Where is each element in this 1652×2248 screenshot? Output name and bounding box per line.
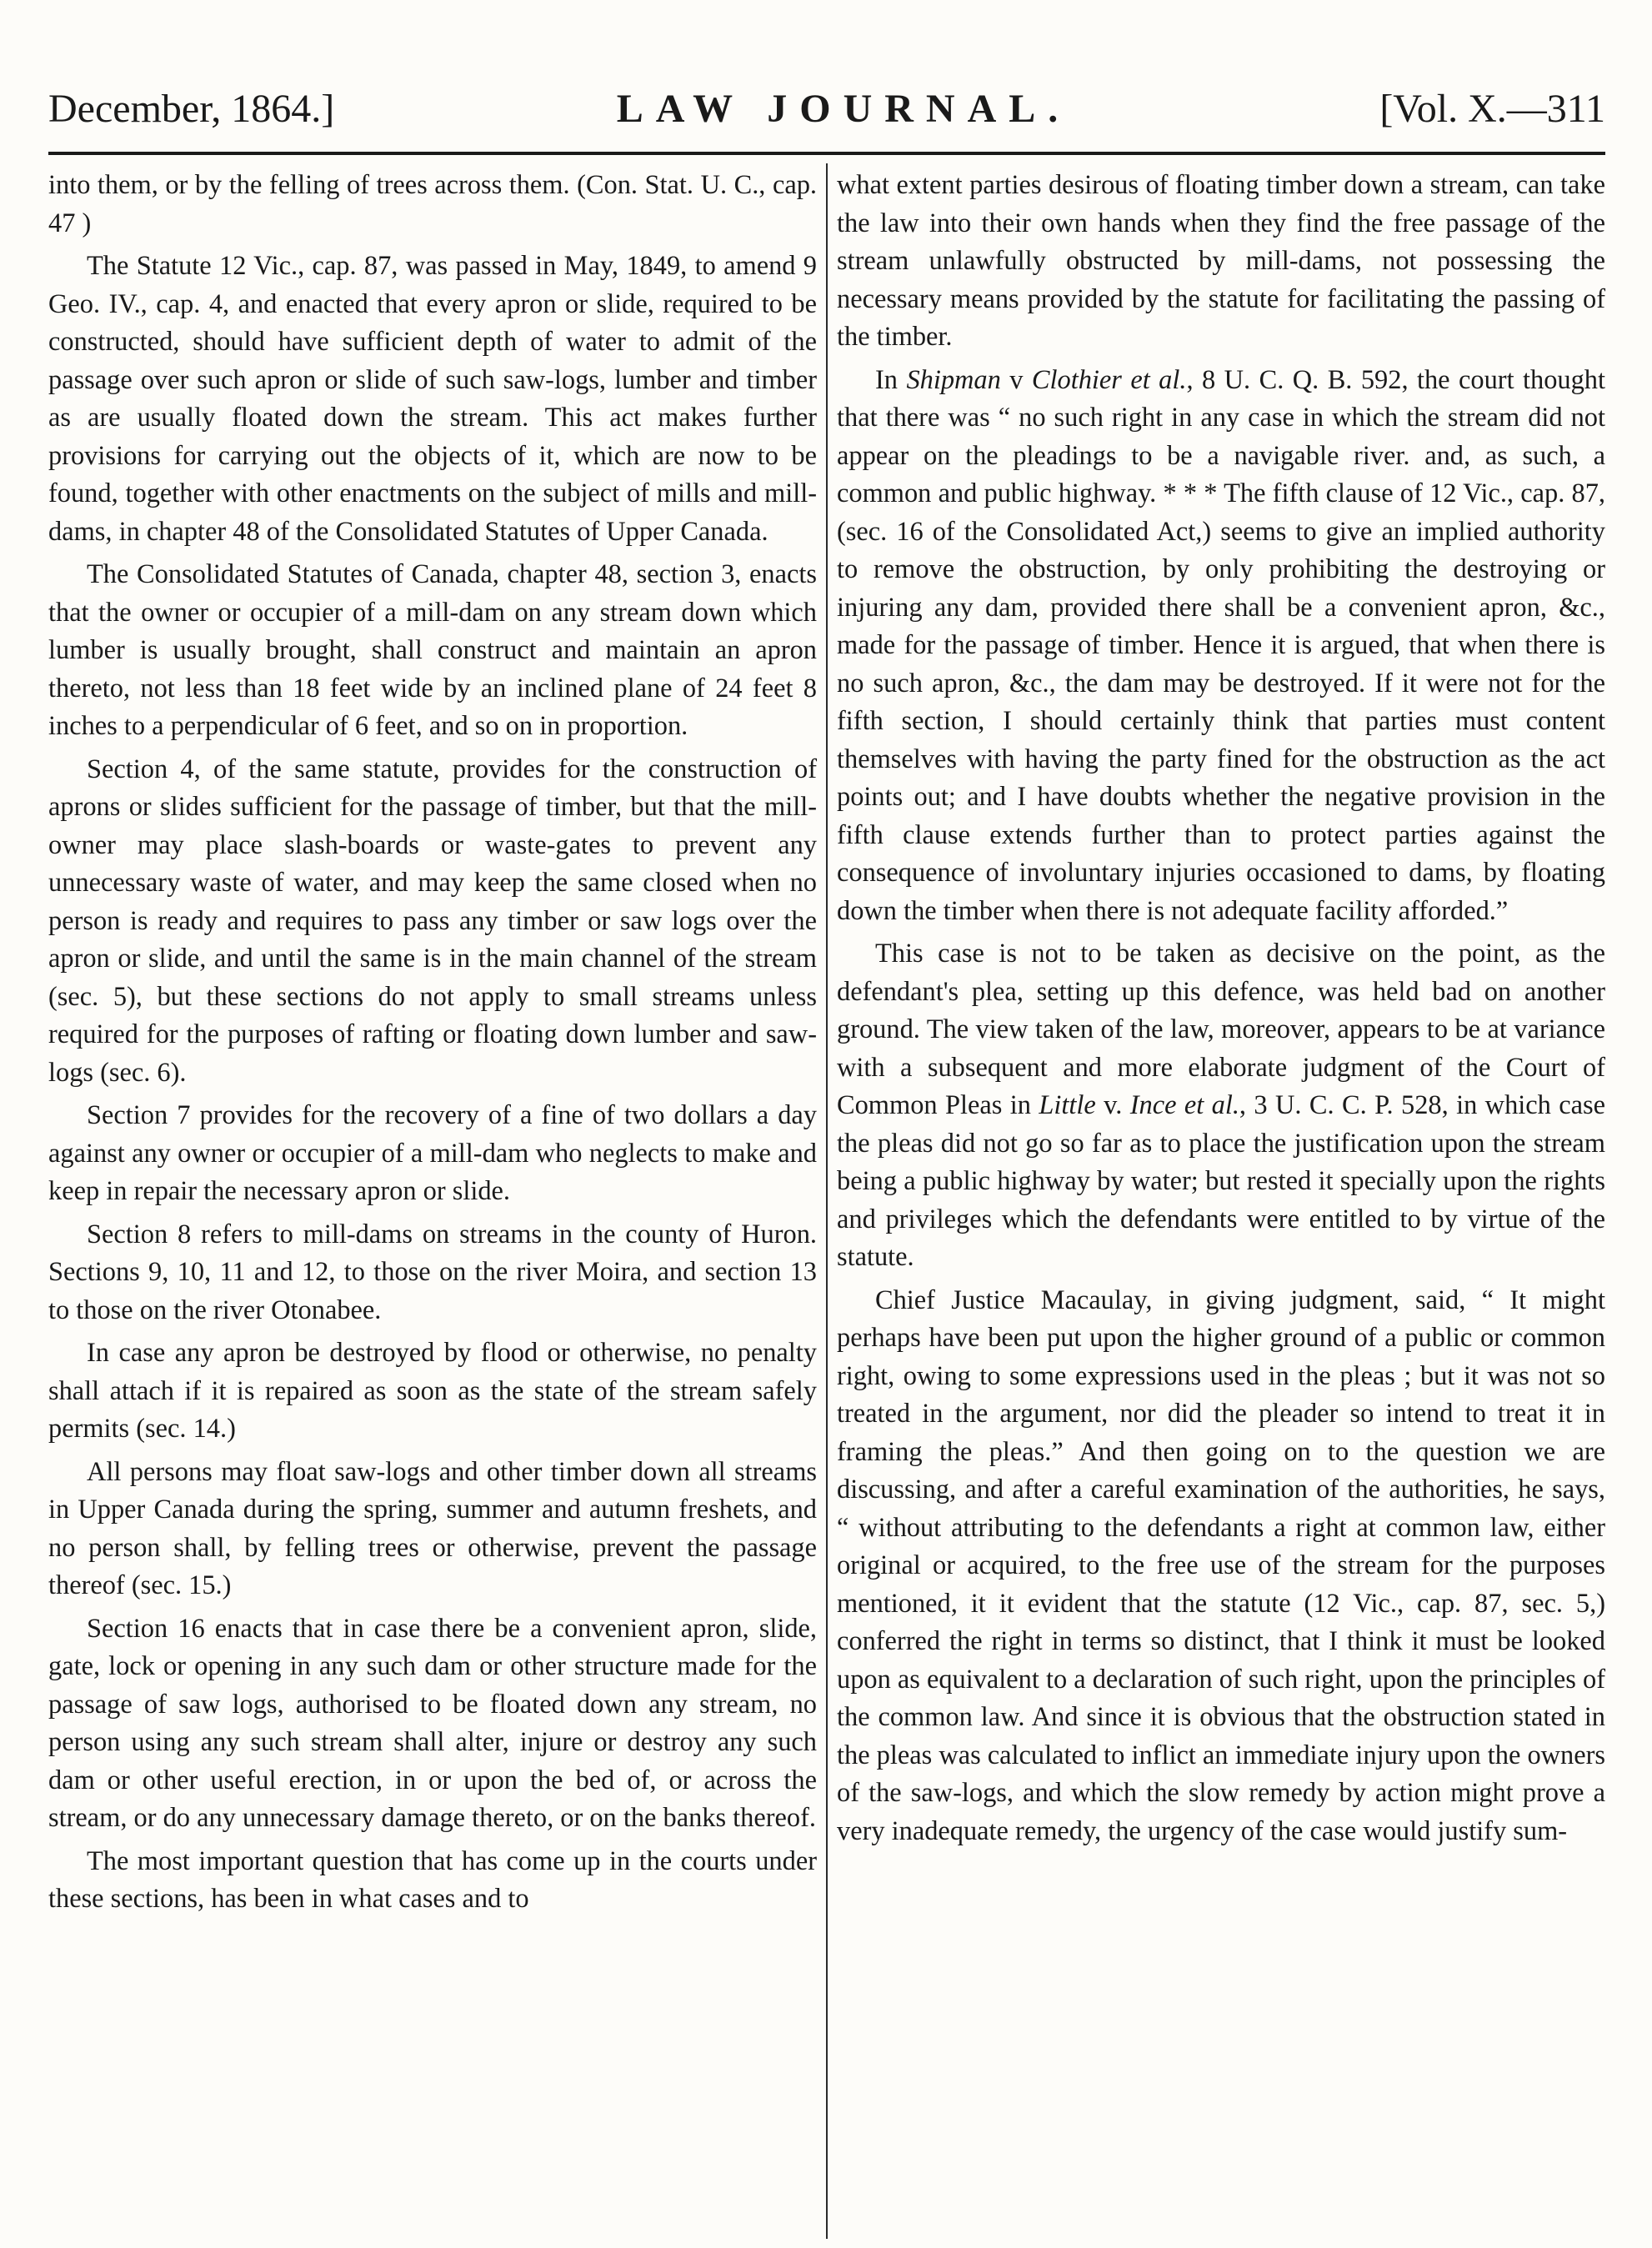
- case-name: Clothier et al.: [1031, 364, 1187, 395]
- right-column: [837, 167, 1605, 1850]
- paragraph: Section 8 refers to mill-dams on streams in the county of Huron. Sections 9, 10, 11 and 12, to those on the river Moira, and section 13 to those on the river Otonabee.: [48, 1219, 817, 1325]
- header-volume: [Vol. X.—311: [1379, 87, 1605, 131]
- paragraph: Section 4, of the same statute, provides for the construction of aprons or slides sufficient for the passage of timber, but that the mill-owner may place slash-boards or waste-gates to prevent any unnecessary waste of water, and may keep the same closed when no person is ready and requires to pass any timber or saw logs over the apron or slide, and until the same is in the main channel of the stream (sec. 5), but these sections do not apply to small streams unless required for the purposes of rafting or floating down lumber and saw-logs (sec. 6).: [48, 754, 817, 1088]
- paragraph: [837, 362, 1605, 931]
- text-run: v: [1000, 364, 1032, 395]
- text-run: In: [875, 364, 907, 395]
- paragraph: Section 7 provides for the recovery of a fine of two dollars a day against any owner or occupier of a mill-dam who neglects to make and keep in repair the necessary apron or slide.: [48, 1100, 817, 1206]
- paragraph: In case any apron be destroyed by flood or otherwise, no penalty shall attach if it is repaired as soon as the state of the stream safely permits (sec. 14.): [48, 1338, 817, 1444]
- paragraph: into them, or by the felling of trees across them. (Con. Stat. U. C., cap. 47 ): [48, 170, 817, 238]
- paragraph: Chief Justice Macaulay, in giving judgment, said, “ It might perhaps have been put upon the higher ground of a public or common right, owing to some expressions used in the pleas ; but it was not so treated in the argument, nor did the pleader so intend to treat it in framing the pleas.” And then going on to the question we are discussing, and after a careful examination of the authorities, he says, “ without attributing to the defendants a right at common law, either original or acquired, to the free use of the stream for the purposes mentioned, it it evident that the statute (12 Vic., cap. 87, sec. 5,) conferred the right in terms so distinct, that I think it must be looked upon as equivalent to a declaration of such right, upon the principles of the common law. And since it is obvious that the obstruction stated in the pleas was calculated to inflict an immediate injury upon the owners of the saw-logs, and which the slow remedy by action might prove a very inadequate remedy, the urgency of the case would justify sum-: [837, 1284, 1605, 1846]
- paragraph: The Consolidated Statutes of Canada, chapter 48, section 3, enacts that the owner or occupier of a mill-dam on any stream down which lumber is usually brought, shall construct and maintain an apron thereto, not less than 18 feet wide by an inclined plane of 24 feet 8 inches to a perpendicular of 6 feet, and so on in proportion.: [48, 559, 817, 741]
- case-name: Ince et al.: [1129, 1090, 1239, 1120]
- text-run: , 8 U. C. Q. B. 592, the court thought that there was “ no such right in any case in which the stream did not appear on the pleadings to be a navigable river. and, as such, a common and public highway. * * * The fifth clause of 12 Vic., cap. 87, (sec. 16 of the Consolidated Act,) seems to give an implied authority to remove the obstruction, by only prohibiting the destroying or injuring any dam, provided there shall be a convenient apron, &c., made for the passage of timber. Hence it is argued, that when there is no such apron, &c., the dam may be destroyed. If it were not for the fifth section, I should certainly think that parties must content themselves with having the party fined for the obstruction as the act points out; and I have doubts whether the negative provision in the fifth clause extends further than to protect parties against the consequence of involuntary injuries occasioned to dams, by floating down the timber when there is not adequate facility afforded.”: [837, 364, 1605, 926]
- paragraph: what extent parties desirous of floating timber down a stream, can take the law into their own hands when they find the free passage of the stream unlawfully obstructed by mill-dams, not possessing the necessary means provided by the statute for facilitating the passing of the timber.: [837, 170, 1605, 352]
- column-divider: [826, 163, 828, 2239]
- paragraph: All persons may float saw-logs and other timber down all streams in Upper Canada during the spring, summer and autumn freshets, and no person shall, by felling trees or otherwise, prevent the passage thereof (sec. 15.): [48, 1456, 817, 1600]
- case-name: Little: [1039, 1090, 1096, 1120]
- paragraph: Section 16 enacts that in case there be a convenient apron, slide, gate, lock or opening in any such dam or other structure made for the passage of saw logs, authorised to be floated down any stream, no person using any such stream shall alter, injure or destroy any such dam or other useful erection, in or upon the bed of, or across the stream, or do any unnecessary damage thereto, or on the banks thereof.: [48, 1613, 817, 1833]
- paragraph: [837, 935, 1605, 1277]
- running-header: [48, 80, 1605, 138]
- text-run: v.: [1095, 1090, 1130, 1120]
- paragraph: The most important question that has come up in the courts under these sections, has been in what cases and to: [48, 1845, 817, 1914]
- header-title: LAW JOURNAL.: [616, 87, 1071, 131]
- case-name: Shipman: [906, 364, 1001, 395]
- text-run: , 3 U. C. C. P. 528, in which case the pleas did not go so far as to place the justification upon the stream being a public highway by water; but rested it specially upon the rights and privileges which the defendants were entitled to by virtue of the statute.: [837, 1090, 1605, 1272]
- header-rule: [48, 152, 1605, 155]
- text-run: This case is not to be taken as decisive on the point, as the defendant's plea, setting up this defence, was held bad on another ground. The view taken of the law, moreover, appears to be at variance with a subsequent and more elaborate judgment of the Court of Common Pleas in: [837, 939, 1605, 1120]
- header-date: December, 1864.]: [48, 87, 335, 131]
- paragraph: The Statute 12 Vic., cap. 87, was passed in May, 1849, to amend 9 Geo. IV., cap. 4, and enacted that every apron or slide, required to be constructed, should have sufficient depth of water to admit of the passage over such apron or slide of such saw-logs, lumber and timber as are usually floated down the stream. This act makes further provisions for carrying out the objects of it, which are now to be found, together with other enactments on the subject of mills and mill-dams, in chapter 48 of the Consolidated Statutes of Upper Canada.: [48, 251, 817, 547]
- left-column: [48, 167, 817, 1919]
